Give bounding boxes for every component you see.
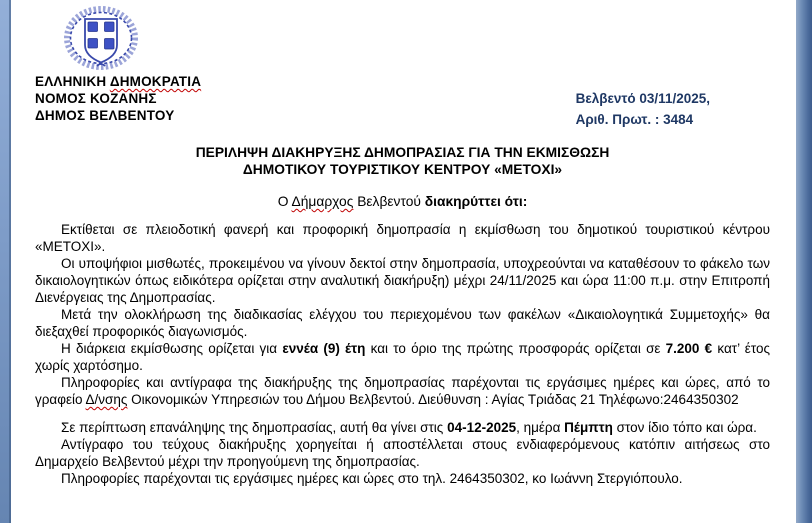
date-line: Βελβεντό 03/11/2025, [575,91,710,106]
spellcheck-marked-word: Δ/νσης [85,392,128,407]
org-line-republic: ΕΛΛΗΝΙΚΗ ΔΗΜΟΚΡΑΤΙΑ [35,74,202,89]
paragraph-lease-duration: Η διάρκεια εκμίσθωσης ορίζεται για εννέα (9) έτη και το όριο της πρώτης προσφοράς ορίζεται σε 7.200 € κατ’ έτος χωρίς χαρτόσημο. [35,341,770,373]
paragraph-repeat-auction: Σε περίπτωση επανάληψης της δημοπρασίας, αυτή θα γίνει στις 04-12-2025, ημέρα Πέμπτη στον ίδιο τόπο και ώρα. [61,420,757,435]
spellcheck-marked-word: Δήμαρχος [291,194,354,209]
document-content [11,0,796,523]
paragraph-submission-requirements: Οι υποψήφιοι μισθωτές, προκειμένου να γίνουν δεκτοί στην δημοπρασία, υποχρεούνται να καταθέσουν το φάκελο των δικαιολογητικών όπως ειδικότερα ορίζεται στην αναλυτική διακήρυξη) μέχρι 24/11/2025 και ώρα 11:00 π.μ. στην Επιτροπή Διενέργειας της Δημοπρασίας. [35,256,770,305]
spellcheck-marked-word: ΔΗΜΟΚΡΑΤΙΑ [109,74,202,89]
paragraph-auction-announcement: Εκτίθεται σε πλειοδοτική φανερή και προφορική δημοπρασία η εκμίσθωση του δημοτικού τουριστικού κέντρου «ΜΕΤΟΧΙ». [35,222,770,254]
bold-duration: εννέα (9) έτη [282,341,366,356]
bold-amount: 7.200 € [665,341,713,356]
bold-repeat-day: Πέμπτη [564,420,613,435]
document-title [35,144,770,178]
paragraph-contact-info: Πληροφορίες παρέχονται τις εργάσιμες ημέρες και ώρες στο τηλ. 2464350302, κο Ιωάννη Στεργιόπουλο. [61,471,683,486]
bold-repeat-date: 04-12-2025 [447,420,517,435]
greek-coat-of-arms-icon [63,6,139,72]
org-line-prefecture: ΝΟΜΟΣ ΚΟΖΑΝΗΣ [35,91,157,106]
title-line-1: ΠΕΡΙΛΗΨΗ ΔΙΑΚΗΡΥΞΗΣ ΔΗΜΟΠΡΑΣΙΑΣ ΓΙΑ ΤΗΝ ΕΚΜΙΣΘΩΣΗ [195,145,610,160]
paragraph-oral-competition: Μετά την ολοκλήρωση της διαδικασίας ελέγχου του περιεχομένου των φακέλων «Δικαιολογητικά Συμμετοχής» θα διεξαχθεί προφορικός διαγωνισμός. [35,307,770,339]
protocol-number-line: Αριθ. Πρωτ. : 3484 [575,112,694,127]
document-body [35,221,770,487]
subtitle-bold-phrase: διακηρύττει ότι: [424,194,528,209]
date-protocol-block [576,88,710,130]
subtitle-declaration: Ο Δήμαρχος Βελβεντού διακηρύττει ότι: [277,194,528,209]
document-header [35,6,770,126]
paragraph-copy-distribution: Αντίγραφο του τεύχους διακήρυξης χορηγείται ή αποστέλλεται στους ενδιαφερόμενους κατόπιν αιτήσεως στο Δημαρχείο Βελβεντού μέχρι την προηγούμενη της δημοπρασίας. [35,437,770,469]
window-border-right [796,0,812,523]
paragraph-information-office: Πληροφορίες και αντίγραφα της διακήρυξης της δημοπρασίας παρέχονται τις εργάσιμες ημέρες και ώρες, από το γραφείο Δ/νσης Οικονομικών Υπηρεσιών του Δήμου Βελβεντού. Διεύθυνση : Αγίας Τριάδας 21 Τηλέφωνο:2464350302 [35,375,770,407]
org-line-municipality: ΔΗΜΟΣ ΒΕΛΒΕΝΤΟΥ [35,108,175,123]
title-line-2: ΔΗΜΟΤΙΚΟΥ ΤΟΥΡΙΣΤΙΚΟΥ ΚΕΝΤΡΟΥ «ΜΕΤΟΧΙ» [242,162,563,177]
window-border-left [0,0,11,523]
